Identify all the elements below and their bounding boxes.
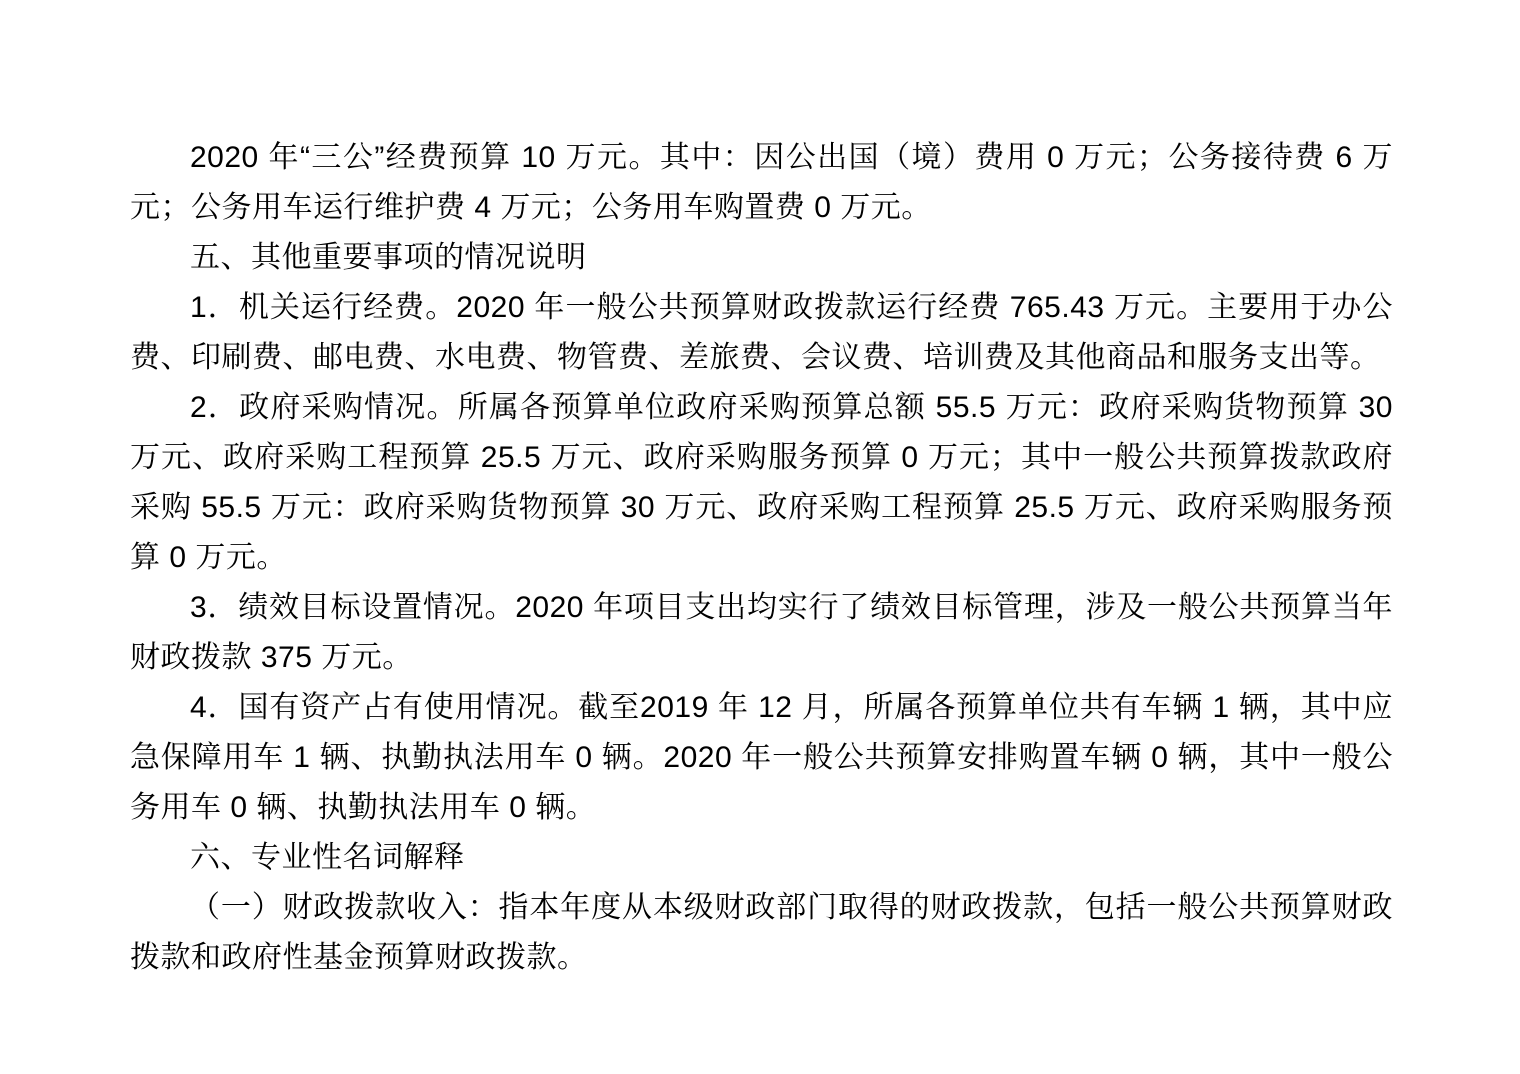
sangong-expense-budget-paragraph: 2020 年“三公”经费预算 10 万元。其中：因公出国（境）费用 0 万元；公务接待费 6 万元；公务用车运行维护费 4 万元；公务用车购置费 0 万元。 <box>130 141 1393 224</box>
document-body <box>130 133 1393 983</box>
section-five-heading: 五、其他重要事项的情况说明 <box>190 241 587 274</box>
term-1-fiscal-appropriation-income-paragraph: （一）财政拨款收入：指本年度从本级财政部门取得的财政拨款，包括一般公共预算财政拨款和政府性基金预算财政拨款。 <box>130 891 1393 974</box>
item-4-state-owned-assets-paragraph: 4．国有资产占有使用情况。截至2019 年 12 月，所属各预算单位共有车辆 1 辆，其中应急保障用车 1 辆、执勤执法用车 0 辆。2020 年一般公共预算安排购置车辆 0 辆，其中一般公务用车 0 辆、执勤执法用车 0 辆。 <box>130 691 1393 824</box>
item-1-agency-operating-expense-paragraph: 1．机关运行经费。2020 年一般公共预算财政拨款运行经费 765.43 万元。主要用于办公费、印刷费、邮电费、水电费、物管费、差旅费、会议费、培训费及其他商品和服务支出等。 <box>130 291 1393 374</box>
section-six-heading: 六、专业性名词解释 <box>190 841 465 874</box>
item-3-performance-target-paragraph: 3．绩效目标设置情况。2020 年项目支出均实行了绩效目标管理，涉及一般公共预算当年财政拨款 375 万元。 <box>130 591 1393 674</box>
item-2-government-procurement-paragraph: 2．政府采购情况。所属各预算单位政府采购预算总额 55.5 万元：政府采购货物预算 30 万元、政府采购工程预算 25.5 万元、政府采购服务预算 0 万元；其中一般公共预算拨款政府采购 55.5 万元：政府采购货物预算 30 万元、政府采购工程预算 25.5 万元、政府采购服务预算 0 万元。 <box>130 391 1393 574</box>
